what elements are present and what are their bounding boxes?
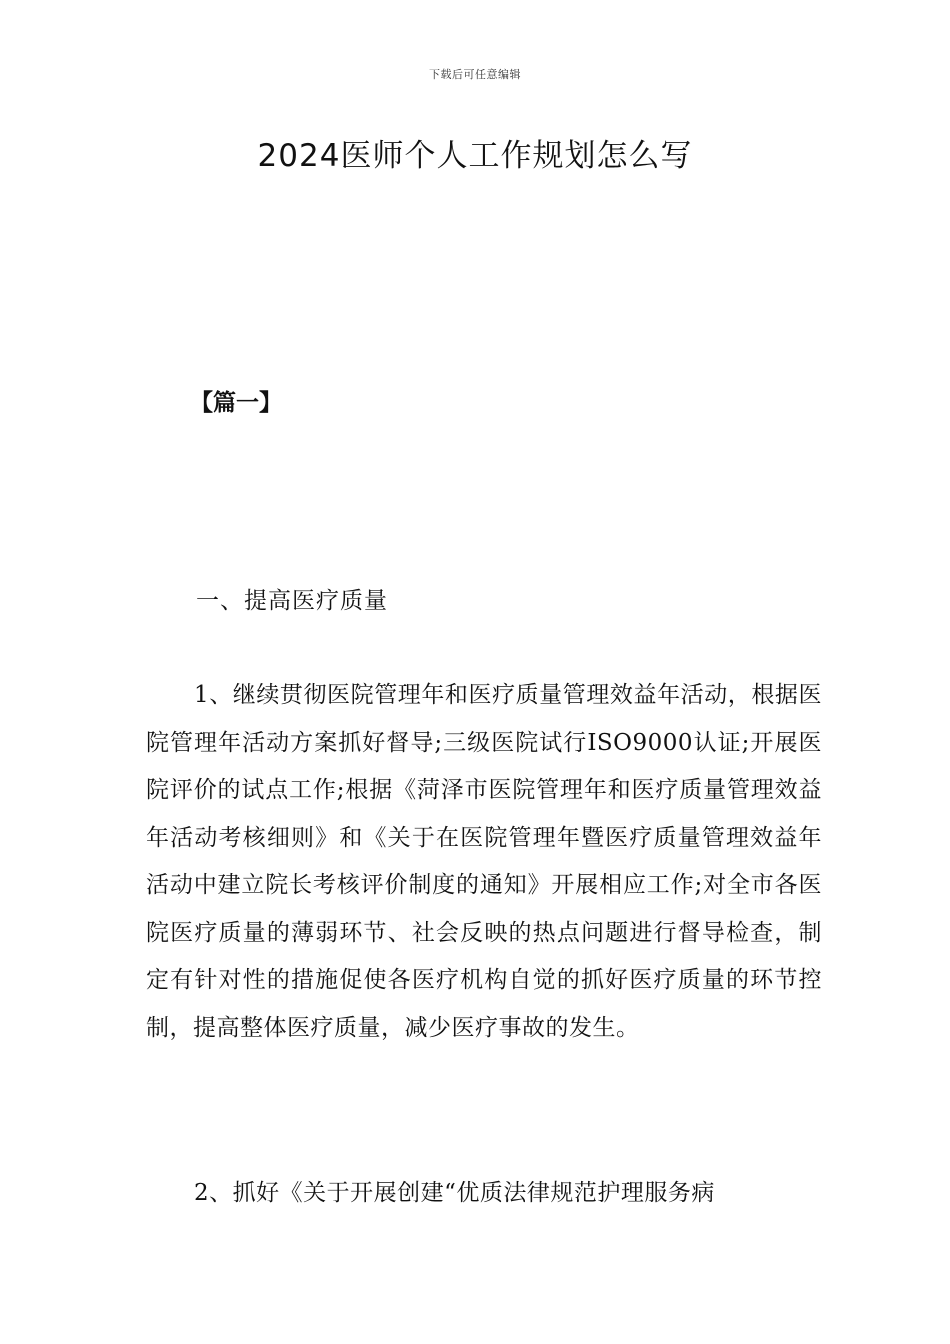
header-note: 下载后可任意编辑 [429,68,521,81]
section-tag: 【篇一】 [190,390,282,416]
body-paragraph-1: 1、继续贯彻医院管理年和医疗质量管理效益年活动，根据医院管理年活动方案抓好督导;三级医院试行ISO9000认证;开展医院评价的试点工作;根据《菏泽市医院管理年和医疗质量管理效益年活动考核细则》和《关于在医院管理年暨医疗质量管理效益年活动中建立院长考核评价制度的通知》开展相应工作;对全市各医院医疗质量的薄弱环节、社会反映的热点问题进行督导检查，制定有针对性的措施促使各医疗机构自觉的抓好医疗质量的环节控制，提高整体医疗质量，减少医疗事故的发生。 [146,682,822,1041]
body-paragraph-2: 2、抓好《关于开展创建“优质法律规范护理服务病 [194,1180,715,1206]
document-title: 2024医师个人工作规划怎么写 [257,138,693,174]
section-heading: 一、提高医疗质量 [196,588,388,614]
